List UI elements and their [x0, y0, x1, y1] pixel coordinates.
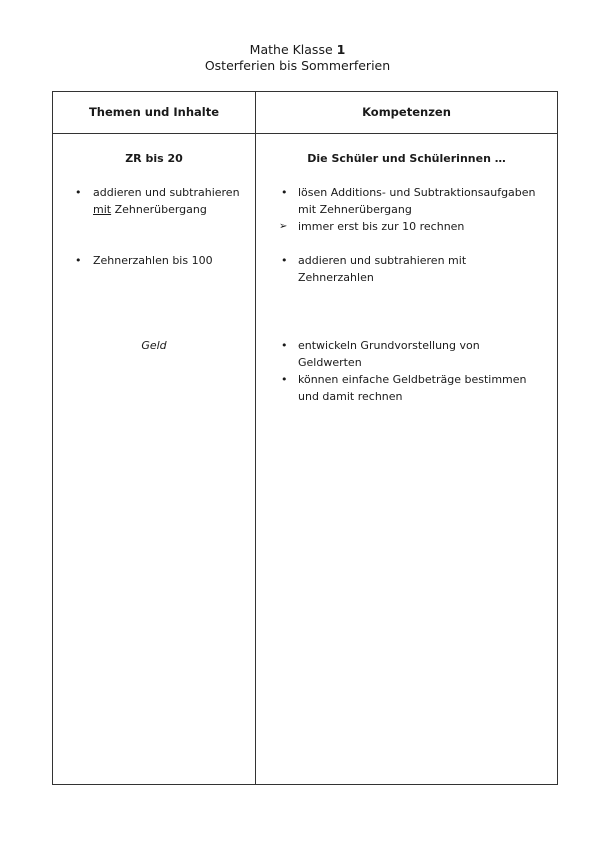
arrow-bullet-icon: ➢ — [279, 221, 288, 232]
header-divider — [53, 133, 557, 134]
competency-item-3: addieren und subtrahieren mit Zehnerzahlen — [298, 254, 467, 284]
title-line-1: Mathe Klasse 1 — [249, 42, 346, 57]
topic-item-1: addieren und subtrahieren mit Zehnerübergang — [93, 186, 240, 216]
competency-item-5: können einfache Geldbeträge bestimmen und damit rechnen — [298, 373, 527, 403]
curriculum-table — [52, 91, 558, 785]
header-competencies: Kompetenzen — [362, 105, 451, 119]
topic-heading: ZR bis 20 — [125, 152, 183, 165]
bullet-icon: • — [281, 254, 288, 267]
bullet-icon: • — [75, 186, 82, 199]
class-number: 1 — [336, 42, 346, 57]
bullet-icon: • — [281, 186, 288, 199]
topic-item-3: Geld — [141, 339, 167, 352]
bullet-icon: • — [281, 373, 288, 386]
bullet-icon: • — [281, 339, 288, 352]
topic-item-2: Zehnerzahlen bis 100 — [93, 254, 213, 267]
competency-heading: Die Schüler und Schülerinnen … — [307, 152, 506, 165]
header-themes: Themen und Inhalte — [88, 105, 220, 119]
competency-item-4: entwickeln Grundvorstellung von Geldwerten — [298, 339, 480, 369]
bullet-icon: • — [75, 254, 82, 267]
document-title — [0, 42, 595, 74]
title-line-2: Osterferien bis Sommerferien — [204, 58, 391, 73]
column-divider — [255, 92, 256, 784]
competency-item-1: lösen Additions- und Subtraktionsaufgaben mit Zehnerübergang — [298, 186, 536, 216]
competency-item-2: immer erst bis zur 10 rechnen — [298, 220, 465, 233]
